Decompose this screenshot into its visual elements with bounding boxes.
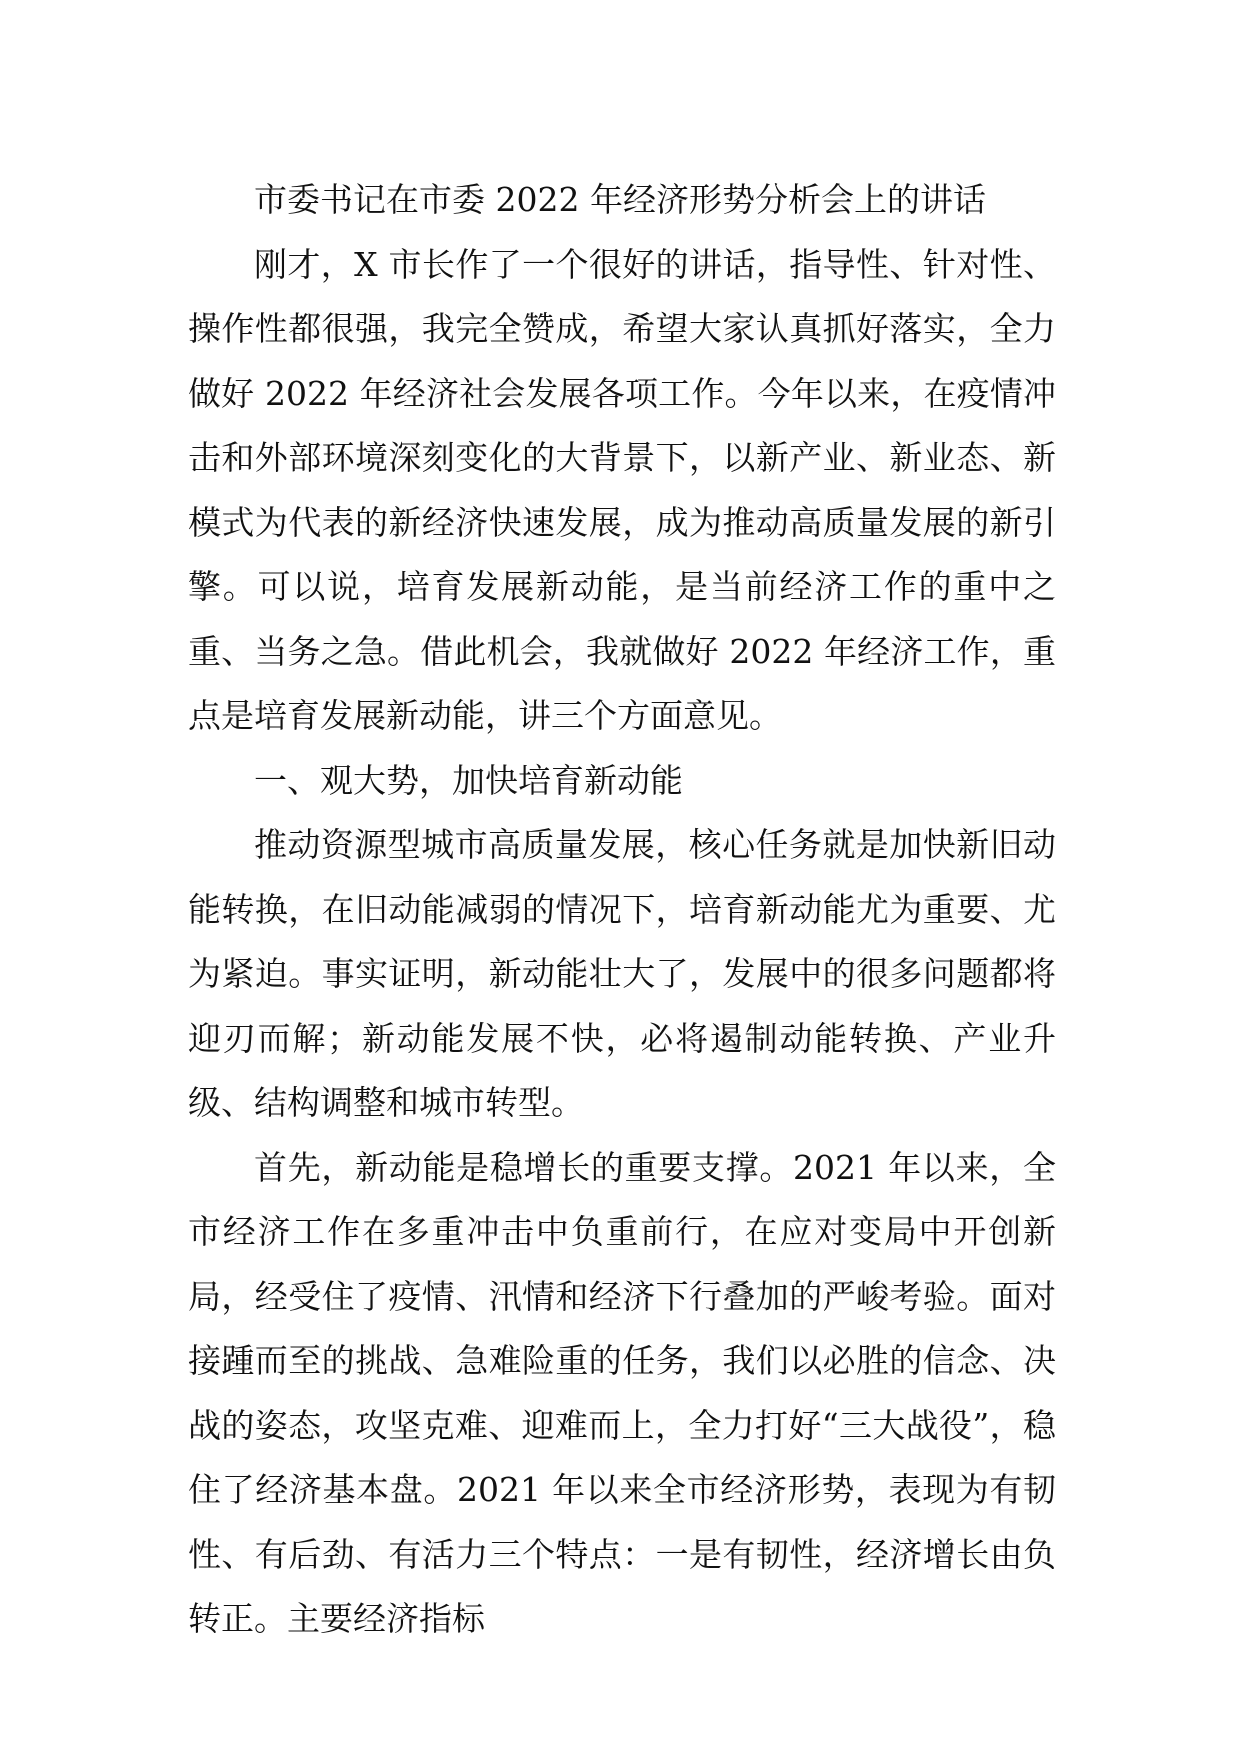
paragraph-new-momentum: 推动资源型城市高质量发展，核心任务就是加快新旧动能转换，在旧动能减弱的情况下，培育新动能尤为重要、尤为紧迫。事实证明，新动能壮大了，发展中的很多问题都将迎刃而解；新动能发展不快，必将遏制动能转换、产业升级、结构调整和城市转型。	[188, 825, 1056, 1122]
section-heading-1: 一、观大势，加快培育新动能	[254, 760, 683, 800]
document-body	[188, 168, 1056, 1652]
paragraph-growth-support: 首先，新动能是稳增长的重要支撑。2021 年以来，全市经济工作在多重冲击中负重前行，在应对变局中开创新局，经受住了疫情、汛情和经济下行叠加的严峻考验。面对接踵而至的挑战、急难险重的任务，我们以必胜的信念、决战的姿态，攻坚克难、迎难而上，全力打好“三大战役”，稳住了经济基本盘。2021 年以来全市经济形势，表现为有韧性、有后劲、有活力三个特点：一是有韧性，经济增长由负转正。主要经济指标	[188, 1147, 1056, 1638]
document-title: 市委书记在市委 2022 年经济形势分析会上的讲话	[254, 180, 986, 219]
paragraph-intro: 刚才，X 市长作了一个很好的讲话，指导性、针对性、操作性都很强，我完全赞成，希望大家认真抓好落实，全力做好 2022 年经济社会发展各项工作。今年以来，在疫情冲击和外部环境深刻变化的大背景下，以新产业、新业态、新模式为代表的新经济快速发展，成为推动高质量发展的新引擎。可以说，培育发展新动能，是当前经济工作的重中之重、当务之急。借此机会，我就做好 2022 年经济工作，重点是培育发展新动能，讲三个方面意见。	[188, 244, 1056, 735]
